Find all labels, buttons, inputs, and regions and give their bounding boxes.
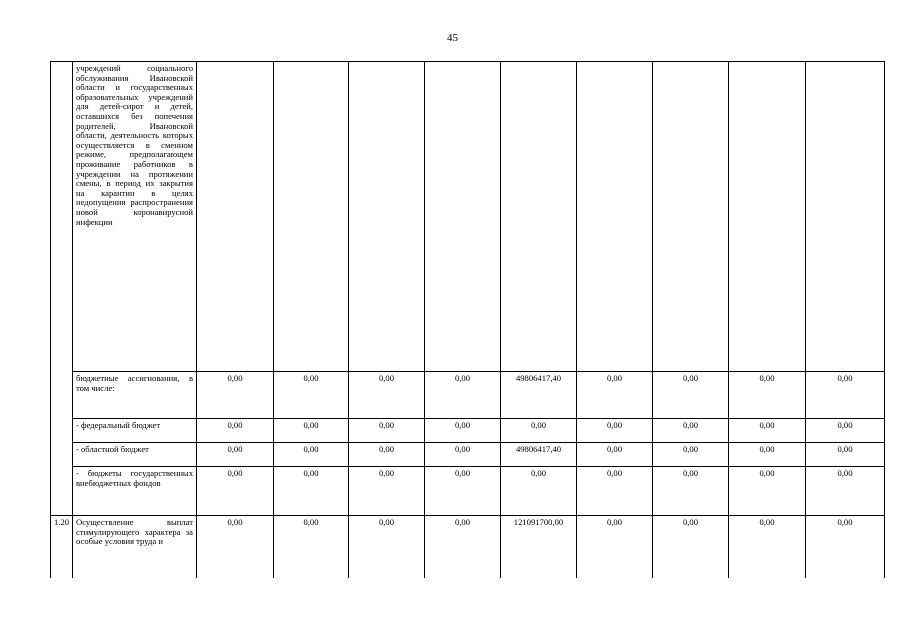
value-cell: 121091700,00 <box>501 516 577 578</box>
value-cell <box>197 62 274 372</box>
value-cell: 0,00 <box>501 419 577 443</box>
value-cell: 0,00 <box>577 467 653 516</box>
value-cell: 49806417,40 <box>501 372 577 419</box>
row-description: - областной бюджет <box>73 443 197 467</box>
value-cell: 0,00 <box>729 443 806 467</box>
value-cell: 0,00 <box>197 467 274 516</box>
row-index: 1.20 <box>51 516 73 578</box>
table-row <box>51 62 885 372</box>
value-cell: 0,00 <box>274 372 349 419</box>
value-cell: 0,00 <box>806 372 885 419</box>
value-cell: 0,00 <box>274 467 349 516</box>
table-row <box>51 516 885 578</box>
value-cell: 0,00 <box>197 372 274 419</box>
value-cell: 0,00 <box>197 419 274 443</box>
value-cell: 0,00 <box>653 419 729 443</box>
value-cell: 0,00 <box>577 516 653 578</box>
row-description: учреждений социального обслуживания Ивановской области и государственных образовательных учреждений для детей-сирот и детей, оставшихся без попечения родителей, Ивановской области, деятельность которых осуществляется в сменном режиме, предполагающем проживание работников в учреждении на протяжении смены, в период их закрытия на карантин в целях недопущения распространения новой коронавирусной инфекции <box>73 62 197 372</box>
table-row <box>51 372 885 419</box>
table-row <box>51 443 885 467</box>
value-cell: 0,00 <box>806 443 885 467</box>
budget-table <box>50 61 885 578</box>
value-cell: 0,00 <box>729 372 806 419</box>
row-index <box>51 419 73 443</box>
row-description: бюджетные ассигнования, в том числе: <box>73 372 197 419</box>
value-cell: 0,00 <box>425 372 501 419</box>
page-number: 45 <box>447 32 458 44</box>
value-cell: 0,00 <box>425 443 501 467</box>
value-cell: 0,00 <box>425 516 501 578</box>
value-cell: 0,00 <box>729 419 806 443</box>
value-cell <box>806 62 885 372</box>
value-cell: 0,00 <box>653 516 729 578</box>
value-cell: 0,00 <box>349 419 425 443</box>
row-description: - бюджеты государственных внебюджетных фондов <box>73 467 197 516</box>
value-cell: 0,00 <box>349 516 425 578</box>
value-cell: 49806417,40 <box>501 443 577 467</box>
value-cell: 0,00 <box>197 443 274 467</box>
value-cell: 0,00 <box>729 516 806 578</box>
value-cell: 0,00 <box>806 419 885 443</box>
value-cell <box>729 62 806 372</box>
row-index <box>51 62 73 372</box>
value-cell: 0,00 <box>729 467 806 516</box>
row-description: - федеральный бюджет <box>73 419 197 443</box>
value-cell: 0,00 <box>577 419 653 443</box>
value-cell: 0,00 <box>577 372 653 419</box>
value-cell: 0,00 <box>577 443 653 467</box>
value-cell: 0,00 <box>425 419 501 443</box>
value-cell <box>653 62 729 372</box>
table-row <box>51 419 885 443</box>
value-cell: 0,00 <box>425 467 501 516</box>
value-cell: 0,00 <box>349 443 425 467</box>
value-cell <box>274 62 349 372</box>
value-cell: 0,00 <box>653 443 729 467</box>
value-cell: 0,00 <box>653 372 729 419</box>
value-cell: 0,00 <box>274 419 349 443</box>
value-cell: 0,00 <box>806 467 885 516</box>
value-cell: 0,00 <box>197 516 274 578</box>
value-cell: 0,00 <box>349 372 425 419</box>
table-row <box>51 467 885 516</box>
value-cell <box>577 62 653 372</box>
row-description: Осуществление выплат стимулирующего характера за особые условия труда и <box>73 516 197 578</box>
value-cell: 0,00 <box>274 443 349 467</box>
value-cell: 0,00 <box>653 467 729 516</box>
value-cell: 0,00 <box>274 516 349 578</box>
value-cell <box>501 62 577 372</box>
value-cell: 0,00 <box>806 516 885 578</box>
value-cell <box>425 62 501 372</box>
value-cell <box>349 62 425 372</box>
row-index <box>51 443 73 467</box>
row-index <box>51 372 73 419</box>
value-cell: 0,00 <box>501 467 577 516</box>
value-cell: 0,00 <box>349 467 425 516</box>
row-index <box>51 467 73 516</box>
